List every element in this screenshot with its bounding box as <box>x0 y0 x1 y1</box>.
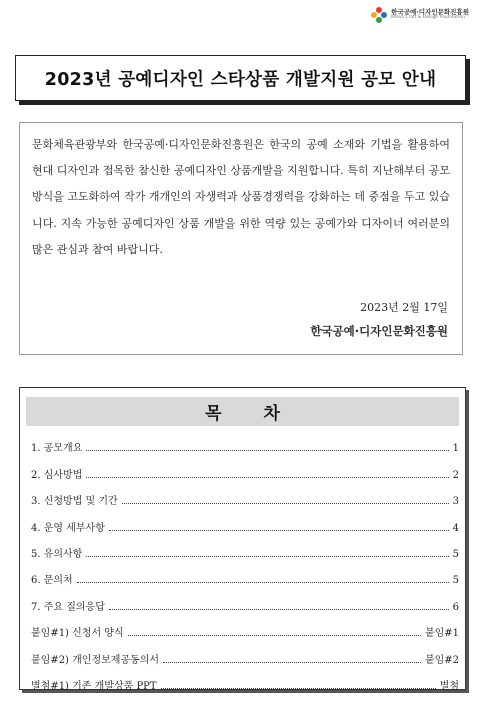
toc-item-page: 6 <box>452 601 459 613</box>
toc-dot-leader <box>86 477 448 478</box>
toc-item-page: 별첨 <box>439 680 459 692</box>
toc-item[interactable] <box>31 507 459 533</box>
logo-name-en: Korea Craft & Design Foundation <box>391 15 465 21</box>
toc-item-label: 3. 신청방법 및 기간 <box>31 496 118 508</box>
toc-dot-leader <box>109 609 449 610</box>
toc-item-label: 2. 심사방법 <box>31 469 83 481</box>
toc-item[interactable] <box>31 428 459 454</box>
toc-dot-leader <box>77 582 449 583</box>
toc-item-label: 붙임#2) 개인정보제공동의서 <box>31 654 160 666</box>
intro-body: 문화체육관광부와 한국공예·디자인문화진흥원은 한국의 공예 소재와 기법을 활용하여 현대 디자인과 접목한 참신한 공예디자인 상품개발을 지원합니다. 특히 지난해부터 공모 방식을 고도화하여 작가 개개인의 자생력과 상품경쟁력을 강화하는 데 중점을 두고 있습니다. 지속 가능한 공예디자인 상품 개발을 위한 역량 있는 공예가와 디자이너 여러분의 많은 관심과 참여 바랍니다. <box>32 138 450 256</box>
toc-item-page: 3 <box>452 496 459 508</box>
toc-item[interactable] <box>31 481 459 507</box>
toc-item-page: 붙임#1 <box>424 628 459 640</box>
toc-dot-leader <box>86 556 448 557</box>
toc-item-label: 6. 문의처 <box>31 575 73 587</box>
toc-list <box>31 428 459 692</box>
toc-item-label: 별첨#1) 기존 개발상품 PPT <box>31 680 157 692</box>
toc-item-label: 붙임#1) 신청서 양식 <box>31 628 124 640</box>
toc-item[interactable] <box>31 613 459 639</box>
intro-date: 2023년 2월 17일 <box>360 301 448 314</box>
toc-item-page: 5 <box>452 548 459 560</box>
toc-item-page: 4 <box>452 522 459 534</box>
toc-item-label: 4. 운영 세부사항 <box>31 522 105 534</box>
toc-item-label: 1. 공모개요 <box>31 443 83 455</box>
toc-item[interactable] <box>31 666 459 692</box>
toc-item[interactable] <box>31 586 459 612</box>
toc-dot-leader <box>161 688 436 689</box>
toc-dot-leader <box>128 635 421 636</box>
page-title: 2023년 공예디자인 스타상품 개발지원 공모 안내 <box>44 69 437 90</box>
toc-item-label: 5. 유의사항 <box>31 548 83 560</box>
intro-box <box>19 122 463 355</box>
toc-item[interactable] <box>31 639 459 665</box>
title-box <box>15 55 466 101</box>
toc-item-page: 1 <box>452 443 459 455</box>
toc-dot-leader <box>122 503 449 504</box>
toc-item-page: 붙임#2 <box>424 654 459 666</box>
toc-dot-leader <box>86 450 448 451</box>
toc-item-page: 5 <box>452 575 459 587</box>
toc-item[interactable] <box>31 560 459 586</box>
foundation-logo <box>371 7 469 23</box>
toc-item-label: 7. 주요 질의응답 <box>31 601 105 613</box>
logo-name-ko: 한국공예·디자인문화진흥원 <box>391 8 469 17</box>
table-of-contents <box>19 387 466 690</box>
toc-item[interactable] <box>31 534 459 560</box>
toc-item-page: 2 <box>452 469 459 481</box>
logo-mark-icon <box>371 7 387 23</box>
intro-organization: 한국공예·디자인문화진흥원 <box>310 324 448 338</box>
toc-header <box>26 397 459 426</box>
toc-item[interactable] <box>31 454 459 480</box>
toc-heading: 목 차 <box>205 404 298 424</box>
toc-dot-leader <box>163 662 421 663</box>
toc-dot-leader <box>109 530 449 531</box>
